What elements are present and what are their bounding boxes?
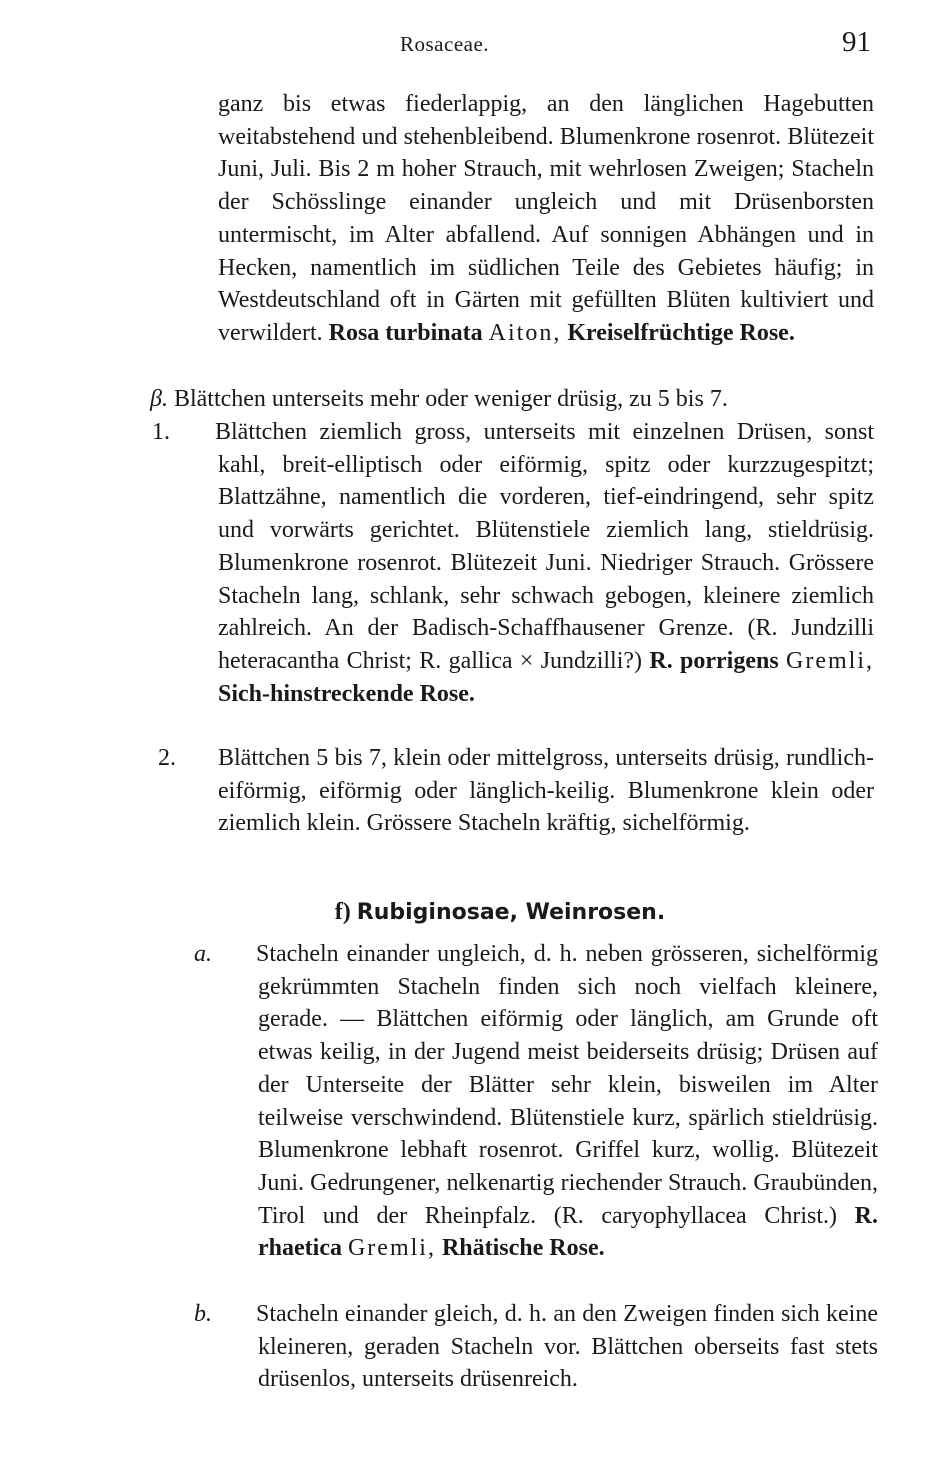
key-text: Stacheln einander gleich, d. h. an den Zweigen finden sich keine kleineren, geraden Stacheln vor. Blättchen oberseits fast stets drüsenlos, unterseits drüsenreich. <box>256 1301 878 1393</box>
species-name: R. rhaetica <box>258 1202 878 1262</box>
species-author: Gremli, <box>347 1235 436 1262</box>
key-marker: β. <box>150 386 168 412</box>
common-name: Kreiselfrüchtige Rose. <box>567 319 795 346</box>
key-entry-b <box>194 1298 878 1396</box>
key-text: Blättchen ziemlich gross, unterseits mit einzelnen Drüsen, sonst kahl, breit-elliptisch oder eiförmig, spitz oder kurzzugespitzt; Blattzähne, namentlich die vorderen, tief-eindringend, sehr spitz und vorwärts gerichtet. Blütenstiele ziemlich lang, stieldrüsig. Blumenkrone rosenrot. Blütezeit Juni. Niedriger Strauch. Grössere Stacheln lang, schlank, sehr schwach gebogen, kleinere ziemlich zahlreich. An der Badisch-Schaffhausener Grenze. (R. Jundzilli heteracantha Christ; R. gallica × Jundzilli?) <box>215 419 874 674</box>
key-entry-beta <box>150 383 874 416</box>
key-marker: 1. <box>152 419 170 445</box>
key-entry-a <box>194 938 878 1265</box>
section-title: Rubiginosae, Weinrosen. <box>356 900 666 925</box>
running-head: Rosaceae. <box>400 32 490 56</box>
species-name: R. porrigens <box>649 647 779 674</box>
key-text: Blättchen 5 bis 7, klein oder mittelgross, unterseits drüsig, rundlich-eiförmig, eiförmig oder länglich-keilig. Blumenkrone klein oder ziemlich klein. Grössere Stacheln kräftig, sichelförmig. <box>218 745 874 837</box>
common-name: Rhätische Rose. <box>441 1235 605 1262</box>
species-author: Gremli, <box>786 647 874 674</box>
key-text: Stacheln einander ungleich, d. h. neben grösseren, sichelförmig gekrümmten Stacheln finden sich noch vielfach kleinere, gerade. — Blättchen eiförmig oder länglich, am Grunde oft etwas keilig, in der Jugend meist beiderseits drüsig; Drüsen auf der Unterseite der Blätter sehr klein, bisweilen im Alter teilweise verschwindend. Blütenstiele kurz, spärlich stieldrüsig. Blumenkrone lebhaft rosenrot. Griffel kurz, wollig. Blütezeit Juni. Gedrungener, nelkenartig riechender Strauch. Graubünden, Tirol und der Rheinpfalz. (R. caryophyllacea Christ.) <box>256 941 878 1229</box>
page-header <box>0 26 930 66</box>
key-text: Blättchen unterseits mehr oder weniger drüsig, zu 5 bis 7. <box>173 386 728 412</box>
key-marker: a. <box>194 941 212 967</box>
page-number: 91 <box>842 26 871 58</box>
species-name: Rosa turbinata <box>328 319 483 346</box>
paragraph-continuation <box>218 88 874 350</box>
section-heading <box>0 896 930 929</box>
species-author: Aiton, <box>488 319 562 346</box>
key-marker: 2. <box>158 745 176 771</box>
key-entry-1 <box>152 416 874 710</box>
common-name: Sich-hinstreckende Rose. <box>218 680 475 707</box>
key-entry-2 <box>158 742 874 840</box>
section-number: f) <box>334 899 351 925</box>
paragraph-text: ganz bis etwas fiederlappig, an den länglichen Hagebutten weitabstehend und stehenbleibend. Blumenkrone rosenrot. Blütezeit Juni, Juli. Bis 2 m hoher Strauch, mit wehrlosen Zweigen; Stacheln der Schösslinge einander ungleich und mit Drüsenborsten untermischt, im Alter abfallend. Auf sonnigen Abhängen und in Hecken, namentlich im südlichen Teile des Gebietes häufig; in Westdeutschland oft in Gärten mit gefüllten Blüten kultiviert und verwildert. <box>218 91 874 346</box>
key-marker: b. <box>194 1301 212 1327</box>
